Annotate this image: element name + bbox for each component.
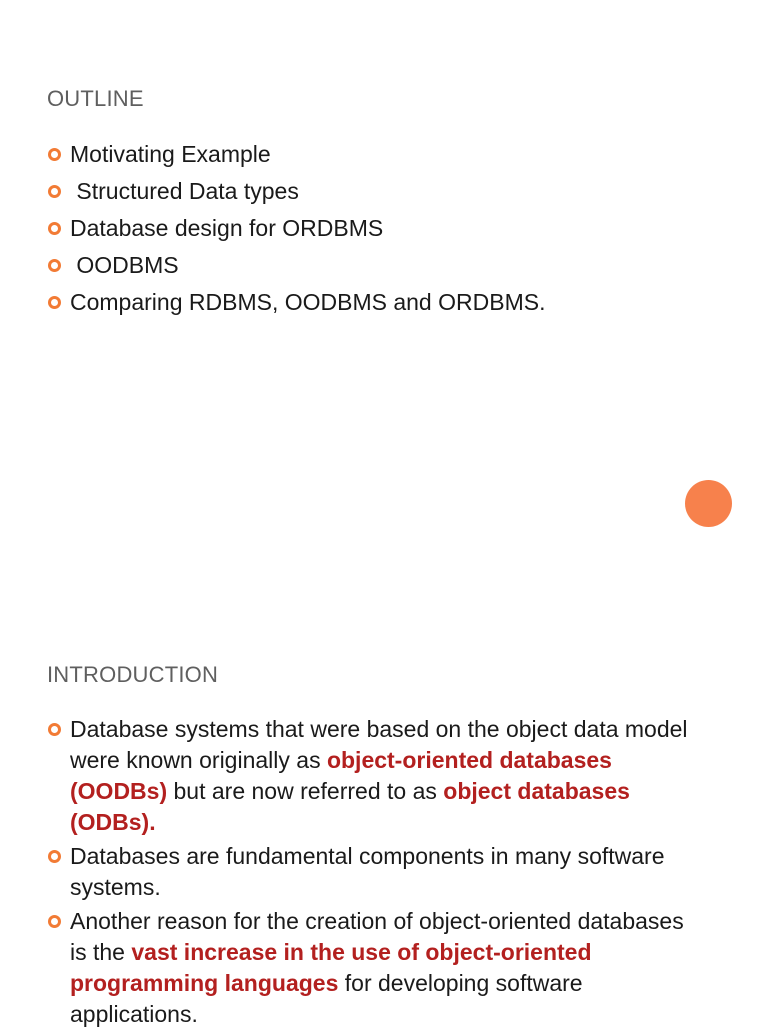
bullet-ring-icon xyxy=(48,723,61,736)
text-run: but are now referred to as xyxy=(167,778,444,804)
slide-title: INTRODUCTION xyxy=(47,662,219,687)
slide-title: OUTLINE xyxy=(47,86,144,111)
text-run: Databases are fundamental components in many software systems. xyxy=(70,843,665,900)
bullet-ring-icon xyxy=(48,915,61,928)
list-item xyxy=(48,714,688,838)
bullet-ring-icon xyxy=(48,185,61,198)
bullet-ring-icon xyxy=(48,222,61,235)
list-item xyxy=(48,906,688,1030)
list-item xyxy=(48,250,688,287)
list-item-text: Motivating Example xyxy=(70,141,271,167)
text-run: for developing software applications. xyxy=(70,970,583,1027)
list-item-text: OODBMS xyxy=(70,252,179,278)
list-item xyxy=(48,139,688,176)
bullet-ring-icon xyxy=(48,296,61,309)
highlight-term: object databases (ODBs). xyxy=(70,778,630,835)
bullet-ring-icon xyxy=(48,259,61,272)
list-item-text: Structured Data types xyxy=(70,178,299,204)
list-item-text: Comparing RDBMS, OODBMS and ORDBMS. xyxy=(70,289,546,315)
slide-introduction xyxy=(0,600,768,1027)
list-item xyxy=(48,841,688,903)
list-item-text: Database design for ORDBMS xyxy=(70,215,384,241)
list-item xyxy=(48,213,688,250)
bullet-list xyxy=(48,714,688,1033)
text-run: Another reason for the creation of object-oriented databases is the xyxy=(70,908,684,965)
bullet-list xyxy=(48,139,688,324)
text-run: Database systems that were based on the object data model were known originally as xyxy=(70,716,688,773)
list-item xyxy=(48,287,688,324)
list-item xyxy=(48,176,688,213)
bullet-ring-icon xyxy=(48,148,61,161)
highlight-term: object-oriented databases (OODBs) xyxy=(70,747,612,804)
orange-circle-ornament xyxy=(685,480,732,527)
bullet-ring-icon xyxy=(48,850,61,863)
highlight-term: vast increase in the use of object-oriented programming languages xyxy=(70,939,592,996)
